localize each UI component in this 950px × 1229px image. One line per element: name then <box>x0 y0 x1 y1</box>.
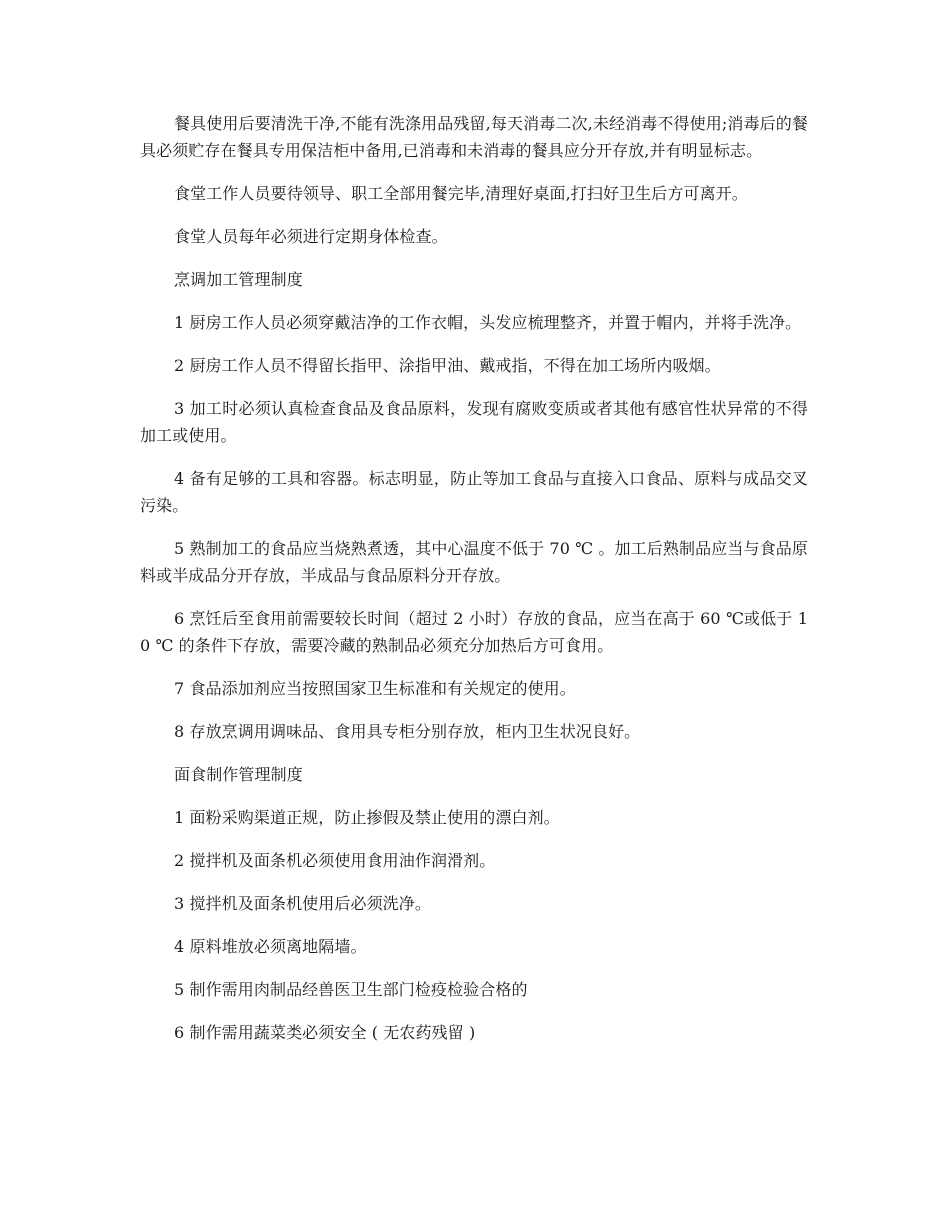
cooking-rule-2: 2 厨房工作人员不得留长指甲、涂指甲油、戴戒指，不得在加工场所内吸烟。 <box>174 356 721 375</box>
pastry-rule-5: 5 制作需用肉制品经兽医卫生部门检疫检验合格的 <box>174 980 528 999</box>
section-heading-pastry: 面食制作管理制度 <box>174 765 303 784</box>
pastry-rule-3: 3 搅拌机及面条机使用后必须洗净。 <box>174 894 431 913</box>
pastry-rule-1: 1 面粉采购渠道正规，防止掺假及禁止使用的漂白剂。 <box>174 808 560 827</box>
pastry-rule-6: 6 制作需用蔬菜类必须安全 ( 无农药残留 ) <box>174 1023 476 1042</box>
section-heading-cooking: 烹调加工管理制度 <box>174 270 303 289</box>
pastry-rule-4: 4 原料堆放必须离地隔墙。 <box>174 937 367 956</box>
pastry-rule-2: 2 搅拌机及面条机必须使用食用油作润滑剂。 <box>174 851 496 870</box>
cooking-rule-1: 1 厨房工作人员必须穿戴洁净的工作衣帽，头发应梳理整齐，并置于帽内，并将手洗净。 <box>174 313 802 332</box>
cooking-rule-8: 8 存放烹调用调味品、食用具专柜分别存放，柜内卫生状况良好。 <box>174 722 641 741</box>
cooking-rule-6: 6 烹饪后至食用前需要较长时间（超过 2 小时）存放的食品，应当在高于 60 ℃或低于 10 ℃ 的条件下存放，需要冷藏的熟制品必须充分加热后方可食用。 <box>140 609 808 655</box>
cooking-rule-7: 7 食品添加剂应当按照国家卫生标准和有关规定的使用。 <box>174 679 576 698</box>
paragraph-health-check: 食堂人员每年必须进行定期身体检查。 <box>174 227 448 246</box>
paragraph-tableware-cleaning: 餐具使用后要清洗干净,不能有洗涤用品残留,每天消毒二次,未经消毒不得使用;消毒后的餐具必须贮存在餐具专用保洁柜中备用,已消毒和未消毒的餐具应分开存放,并有明显标志。 <box>140 114 808 160</box>
cooking-rule-3: 3 加工时必须认真检查食品及食品原料，发现有腐败变质或者其他有感官性状异常的不得加工或使用。 <box>140 399 808 445</box>
paragraph-staff-leave: 食堂工作人员要待领导、职工全部用餐完毕,清理好桌面,打扫好卫生后方可离开。 <box>174 184 748 203</box>
cooking-rule-4: 4 备有足够的工具和容器。标志明显，防止等加工食品与直接入口食品、原料与成品交叉污染。 <box>140 469 808 515</box>
cooking-rule-5: 5 熟制加工的食品应当烧熟煮透，其中心温度不低于 70 ℃ 。加工后熟制品应当与食品原料或半成品分开存放，半成品与食品原料分开存放。 <box>140 539 808 585</box>
document-body <box>140 110 808 1062</box>
